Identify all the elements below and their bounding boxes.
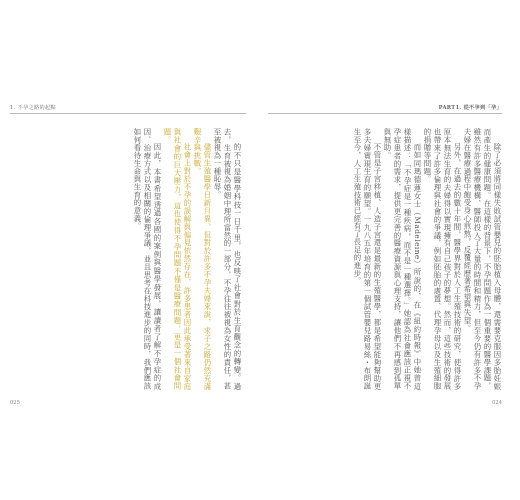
- left-paragraph-4: 因此，本書希望透過各國的案例與醫學發展，讓讀者了解不孕症的成因、治療方式以及相關的倫理爭議，並且思考在科技進步的同時，我們應該如何看待生命與生育的意義。: [133, 128, 162, 390]
- right-page-number: 024: [492, 400, 502, 406]
- left-running-header: 1. 不孕之路的起點: [10, 105, 56, 111]
- left-page-number: 025: [10, 400, 20, 406]
- left-header-rule: [10, 113, 246, 114]
- right-paragraph-1: 除了必須將同樣失敗試管嬰兒的胚胎植入母體，還需要克服因多胎妊娠而產生的健康問題。在這樣的背景下，不孕問題作為一個重要的醫學課題，雖然有許多醫療機構、醫師投入了大量的時間和精力，但至今仍有許多不孕夫婦在醫療過程中飽受身心煎熬，反覆經歷著希望與失望。: [463, 128, 502, 390]
- left-paragraph-3-highlighted: 社會上對於不孕的誤解與偏見依然存在，許多患者因此承受著來自家庭與社會的巨大壓力，這也使得不孕問題不僅是醫療問題，更是一個社會問題。: [163, 128, 192, 390]
- left-paragraph-2-highlighted: 儘管生殖醫學日新月異，但對於許多不孕夫婦來說，求子之路仍然充滿艱辛與挑戰。: [193, 128, 212, 390]
- right-header-rule: [268, 113, 502, 114]
- right-running-header: PART1. 從不孕到「孕」: [438, 105, 502, 111]
- left-paragraph-1: 的不只是醫學科技一日千里，也反映了社會對於生育觀念的轉變。過去，生育被視為婚姻中理所當然的一部分，不孕往往被視為女性的責任，甚至被視為一種恥辱。: [213, 128, 242, 390]
- right-paragraph-3: 而如同瑪德蓮女士（Madeleine）所說的，在《紐約時報》中她曾這樣描述：「不孕症是一種疾病，而不是一種選擇。」她認為社會應該正視不孕症患者的需求，提供更完善的醫療資源與心理支持，讓他們不再感到孤單與無助。: [383, 128, 422, 390]
- right-page: [260, 0, 520, 500]
- right-paragraph-4: 不管是子宮移植、人造子宮還是最新的生殖醫學，都是希望能夠幫助更多夫婦實現生育的願望。一九八五年培育的第一個試管嬰兒路易絲・布朗誕生至今，人工生殖技術已經有了長足的進步。: [353, 128, 382, 390]
- right-paragraph-2: 另外，在過去的數十年間，醫學界對於人工生殖技術的研究，使得許多原本無法生育的夫婦得以實現擁有自己孩子的夢想。然而，這些技術的發展也帶來了許多倫理與社會的爭議，例如胚胎的處置、代理孕母以及生殖細胞的捐贈等問題。: [423, 128, 462, 390]
- left-body-text: [14, 128, 242, 390]
- right-body-text: [274, 128, 502, 390]
